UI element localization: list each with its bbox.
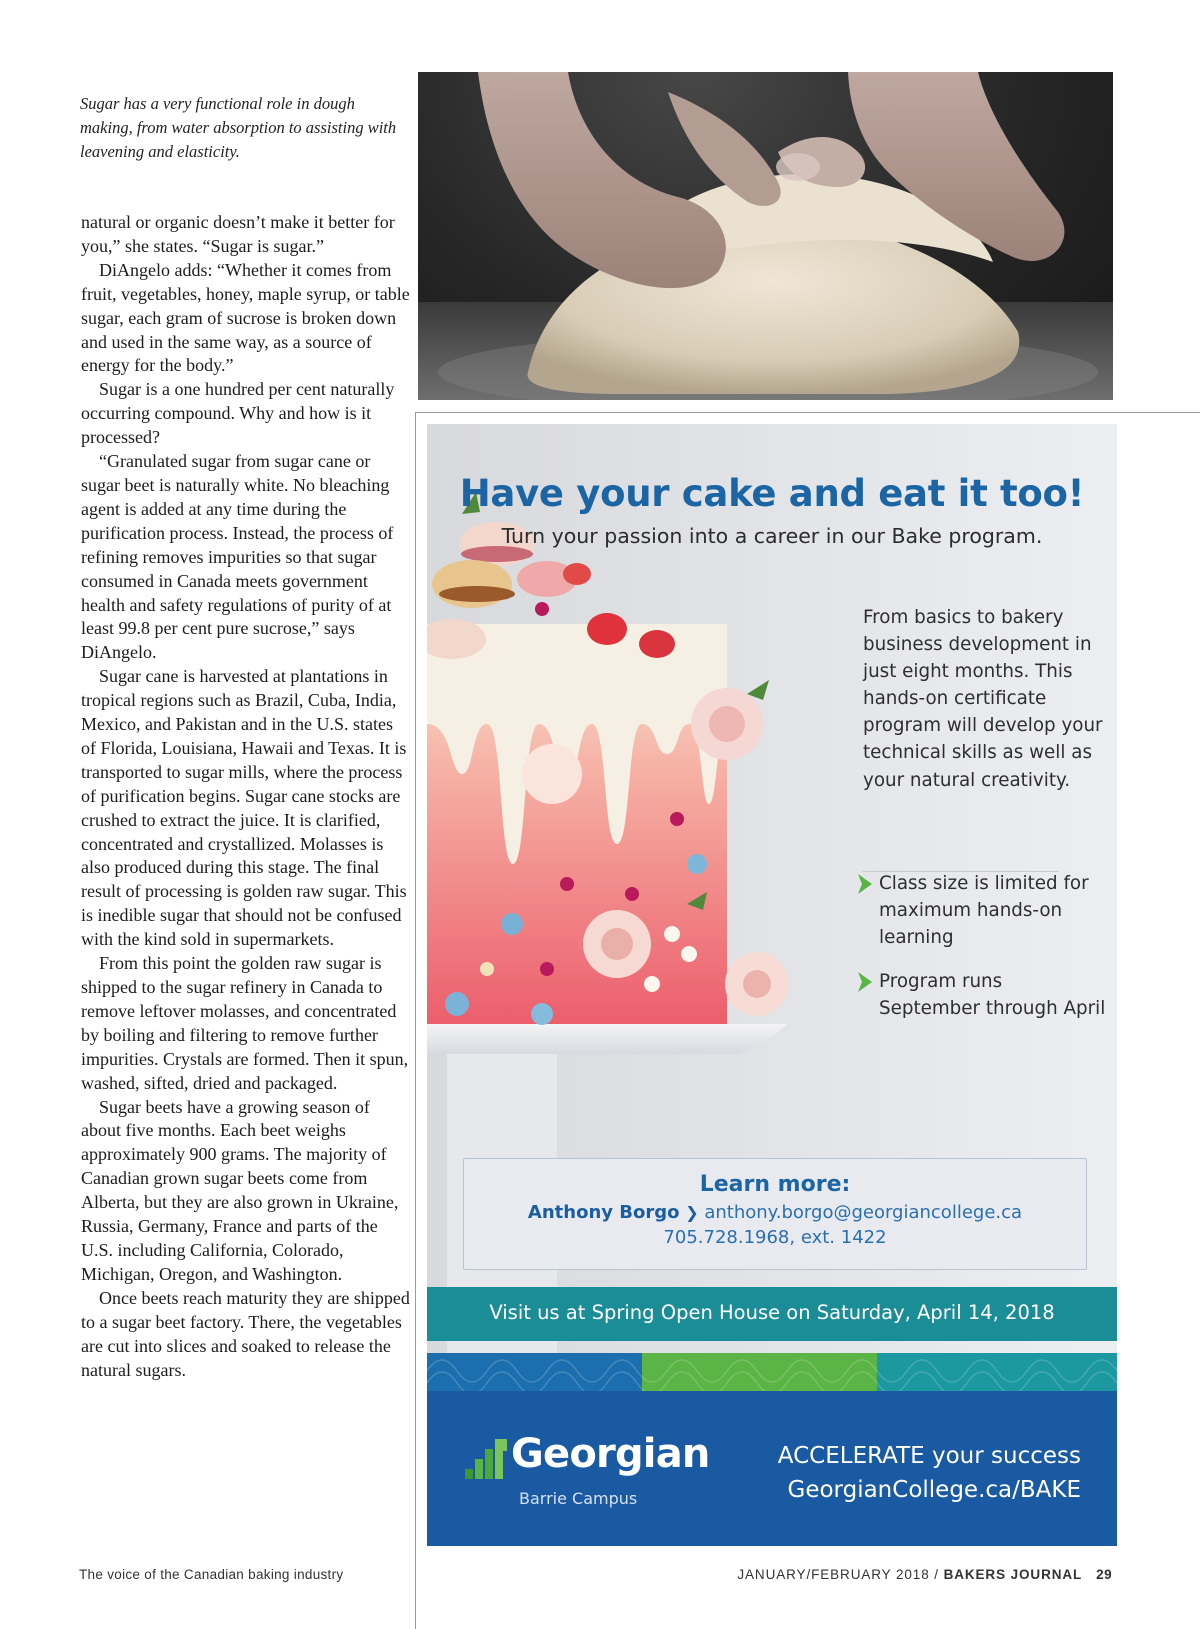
georgian-wordmark: Georgian	[511, 1431, 710, 1477]
article-paragraph: natural or organic doesn’t make it better for you,” she states. “Sugar is sugar.”	[81, 212, 395, 256]
learn-more-title: Learn more:	[699, 1172, 851, 1197]
footer-issue-info	[737, 1567, 1112, 1582]
footer-slogan: The voice of the Canadian baking industry	[79, 1567, 344, 1582]
article-paragraph: Once beets reach maturity they are shipped to a sugar beet factory. There, the vegetables are cut into slices and soaked to release the natural sugars.	[81, 1287, 410, 1380]
ad-bullet-text: Program runs September through April	[879, 971, 1106, 1019]
ad-bullet	[857, 968, 1107, 1022]
contact-line	[464, 1201, 1086, 1225]
tagline-rest: your success	[924, 1443, 1081, 1469]
decorative-pattern-strip	[427, 1353, 1117, 1391]
article-paragraph: “Granulated sugar from sugar cane or sugar beet is naturally white. No bleaching agent is added at any time during the purification process. Instead, the process of refining removes impurities so that sugar consumed in Canada meets government health and safety regulations of purity of at least 99.8 per cent pure sucrose,” says DiAngelo.	[81, 451, 394, 663]
ad-headline: Have your cake and eat it too!	[459, 472, 1085, 515]
column-divider-vertical	[415, 412, 416, 1629]
dough-kneading-photo	[418, 72, 1113, 400]
ad-bullet-text: Class size is limited for maximum hands-on learning	[879, 873, 1089, 948]
ad-footer-band	[427, 1391, 1117, 1546]
page-number: 29	[1096, 1567, 1112, 1582]
article-paragraph: Sugar cane is harvested at plantations in tropical regions such as Brazil, Cuba, India, Mexico, and Pakistan and in the U.S. states of Florida, Louisiana, Hawaii and Texas. It is transported to sugar mills, where the process of purification begins. Sugar cane stocks are crushed to extract the juice. It is clarified, concentrated and crystallized. Molasses is also produced during this stage. The final result of processing is golden raw sugar. This is inedible sugar that should not be confused with the kind sold in supermarkets.	[81, 666, 407, 950]
article-column	[81, 211, 411, 1382]
footer-magazine: BAKERS JOURNAL	[943, 1567, 1083, 1582]
column-divider-horizontal	[415, 412, 1200, 413]
dough-hands-illustration	[418, 72, 1113, 400]
open-house-banner	[427, 1287, 1117, 1341]
ad-bullet	[857, 870, 1107, 951]
green-chevron-icon	[857, 872, 873, 896]
contact-name: Anthony Borgo	[527, 1202, 680, 1223]
article-paragraph: Sugar beets have a growing season of about five months. Each beet weighs approximately 900 grams. The majority of Canadian grown sugar beets come from Alberta, but they are also grown in Ukraine, Russia, Germany, France and parts of the U.S. including California, Colorado, Michigan, Oregon, and Washington.	[81, 1096, 399, 1284]
ad-url[interactable]: GeorgianCollege.ca/BAKE	[787, 1477, 1081, 1503]
contact-phone[interactable]: 705.728.1968, ext. 1422	[663, 1227, 887, 1248]
ad-body-text: From basics to bakery business development in just eight months. This hands-on certificate program will develop your technical skills as well as your natural creativity.	[863, 607, 1103, 791]
tagline-strong: ACCELERATE	[777, 1443, 925, 1469]
campus-name: Barrie Campus	[519, 1489, 638, 1508]
green-chevron-icon	[857, 970, 873, 994]
contact-email[interactable]: anthony.borgo@georgiancollege.ca	[704, 1202, 1023, 1223]
learn-more-box	[463, 1158, 1087, 1270]
article-paragraph: DiAngelo adds: “Whether it comes from fruit, vegetables, honey, maple syrup, or table sugar, each gram of sucrose is broken down and used in the same way, as a source of energy for the body.”	[81, 259, 410, 376]
arrow-right-icon: ❯	[685, 1203, 699, 1222]
photo-caption: Sugar has a very functional role in dough making, from water absorption to assisting with leavening and elasticity.	[80, 94, 397, 161]
footer-issue: JANUARY/FEBRUARY 2018 /	[737, 1567, 944, 1582]
georgian-college-advertisement	[427, 424, 1117, 1546]
article-paragraph: From this point the golden raw sugar is shipped to the sugar refinery in Canada to remove leftover molasses, and concentrated by boiling and filtering to remove further impurities. Crystals are formed. Then it spun, washed, sifted, dried and packaged.	[81, 953, 409, 1093]
open-house-text: Visit us at Spring Open House on Saturday, April 14, 2018	[489, 1301, 1055, 1324]
ad-subhead: Turn your passion into a career in our Bake program.	[501, 524, 1043, 548]
article-paragraph: Sugar is a one hundred per cent naturally occurring compound. Why and how is it processed?	[81, 379, 395, 448]
georgian-logo-icon	[461, 1435, 511, 1485]
ad-tagline	[778, 1443, 1081, 1469]
